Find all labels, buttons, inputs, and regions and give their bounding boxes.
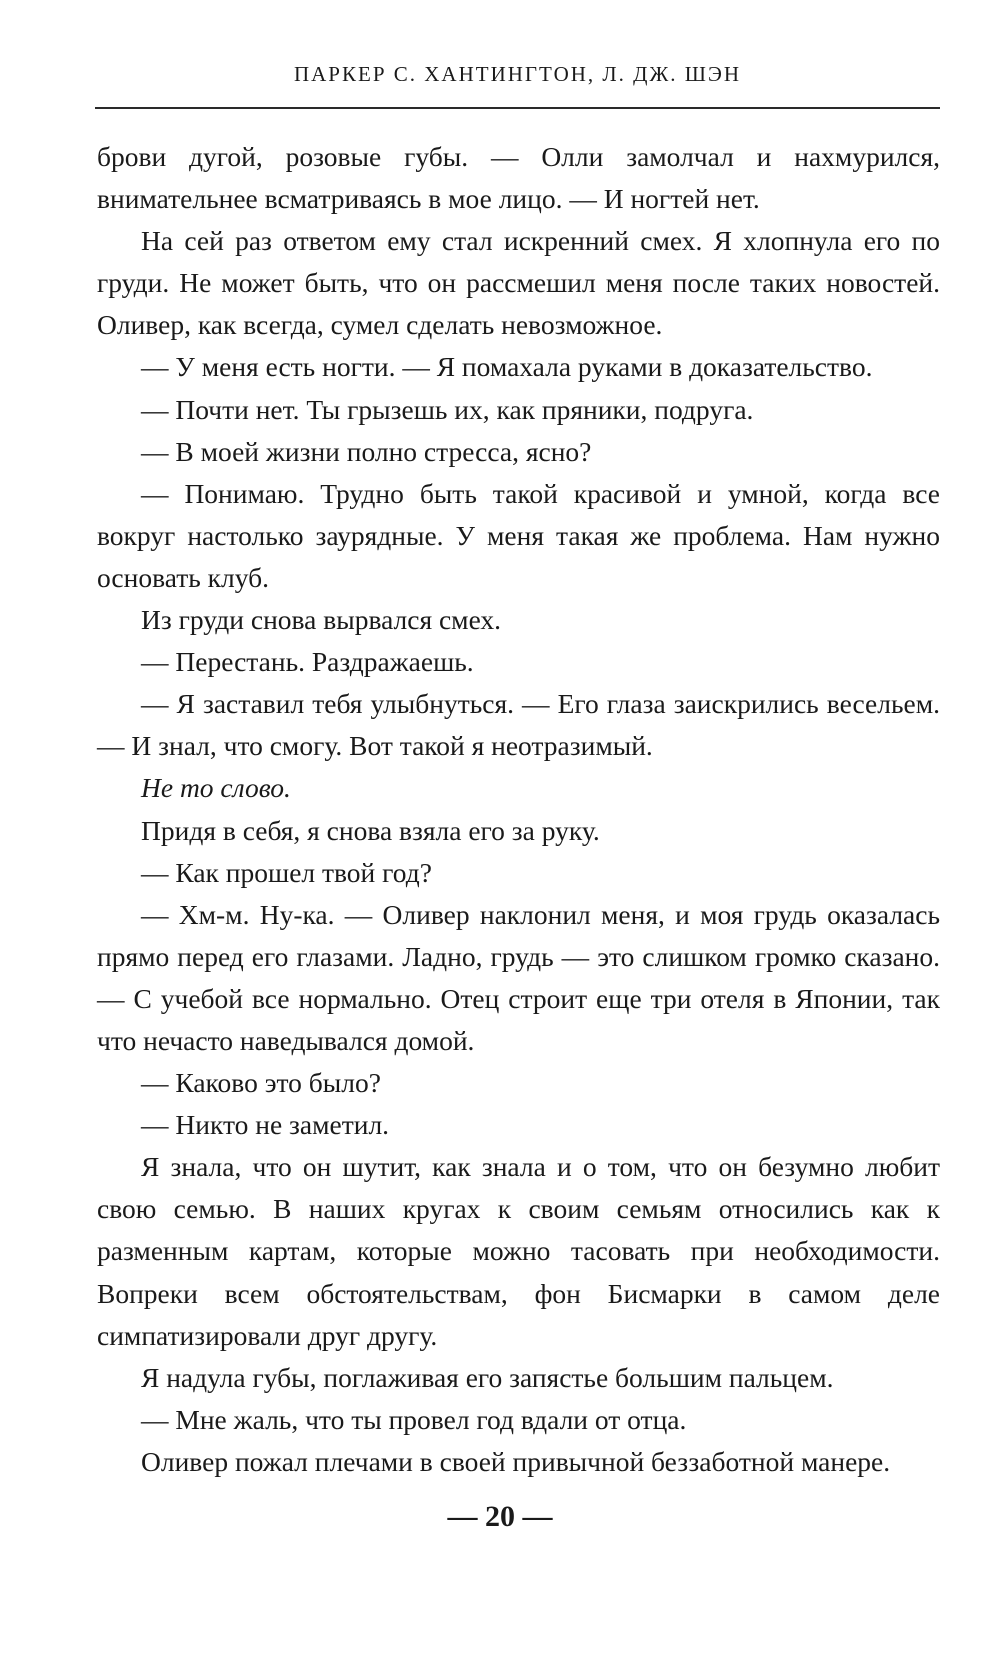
paragraph: — Каково это было?: [141, 1067, 381, 1099]
paragraph: Придя в себя, я снова взяла его за руку.: [141, 814, 600, 846]
paragraph: — У меня есть ногти. — Я помахала руками в доказательство.: [141, 351, 873, 383]
paragraph: — Я заставил тебя улыбнуться. — Его глаза заискрились весельем. — И знал, что смогу. Вот такой я неотразимый.: [97, 688, 940, 762]
running-header: ПАРКЕР С. ХАНТИНГТОН, Л. ДЖ. ШЭН: [293, 62, 742, 86]
paragraph: Оливер пожал плечами в своей привычной беззаботной манере.: [141, 1445, 891, 1477]
paragraph: Я надула губы, поглаживая его запястье большим пальцем.: [141, 1361, 834, 1393]
header-rule: [95, 107, 940, 109]
paragraph: — В моей жизни полно стресса, ясно?: [141, 435, 592, 467]
paragraph: — Перестань. Раздражаешь.: [141, 646, 474, 678]
paragraph: — Понимаю. Трудно быть такой красивой и умной, когда все вокруг настолько заурядные. У меня такая же проблема. Нам нужно основать клуб.: [97, 477, 940, 593]
paragraph: Я знала, что он шутит, как знала и о том, что он безумно любит свою семью. В наших кругах к своим семьям относились как к разменным картам, которые можно тасовать при необходимости. Вопреки всем обстоятельствам, фон Бисмарки в самом деле симпатизировали друг другу.: [97, 1151, 940, 1351]
paragraph: Из груди снова вырвался смех.: [141, 604, 502, 636]
paragraph: брови дугой, розовые губы. — Олли замолчал и нахмурился, внимательнее всматриваясь в мое лицо. — И ногтей нет.: [97, 141, 940, 215]
page-number: — 20 —: [447, 1500, 553, 1533]
paragraph: — Почти нет. Ты грызешь их, как пряники, подруга.: [141, 393, 754, 425]
paragraph: — Никто не заметил.: [141, 1109, 390, 1141]
paragraph: На сей раз ответом ему стал искренний смех. Я хлопнула его по груди. Не может быть, что он рассмешил меня после таких новостей. Оливер, как всегда, сумел сделать невозможное.: [97, 225, 940, 341]
paragraph: — Как прошел твой год?: [141, 856, 432, 888]
paragraph: — Мне жаль, что ты провел год вдали от отца.: [141, 1403, 687, 1435]
body-text: [97, 136, 940, 1483]
paragraph: — Хм-м. Ну-ка. — Оливер наклонил меня, и моя грудь оказалась прямо перед его глазами. Ладно, грудь — это слишком громко сказано. — С учебой все нормально. Отец строит еще три отеля в Японии, так что нечасто наведывался домой.: [97, 898, 940, 1056]
italic-paragraph: Не то слово.: [141, 772, 291, 804]
